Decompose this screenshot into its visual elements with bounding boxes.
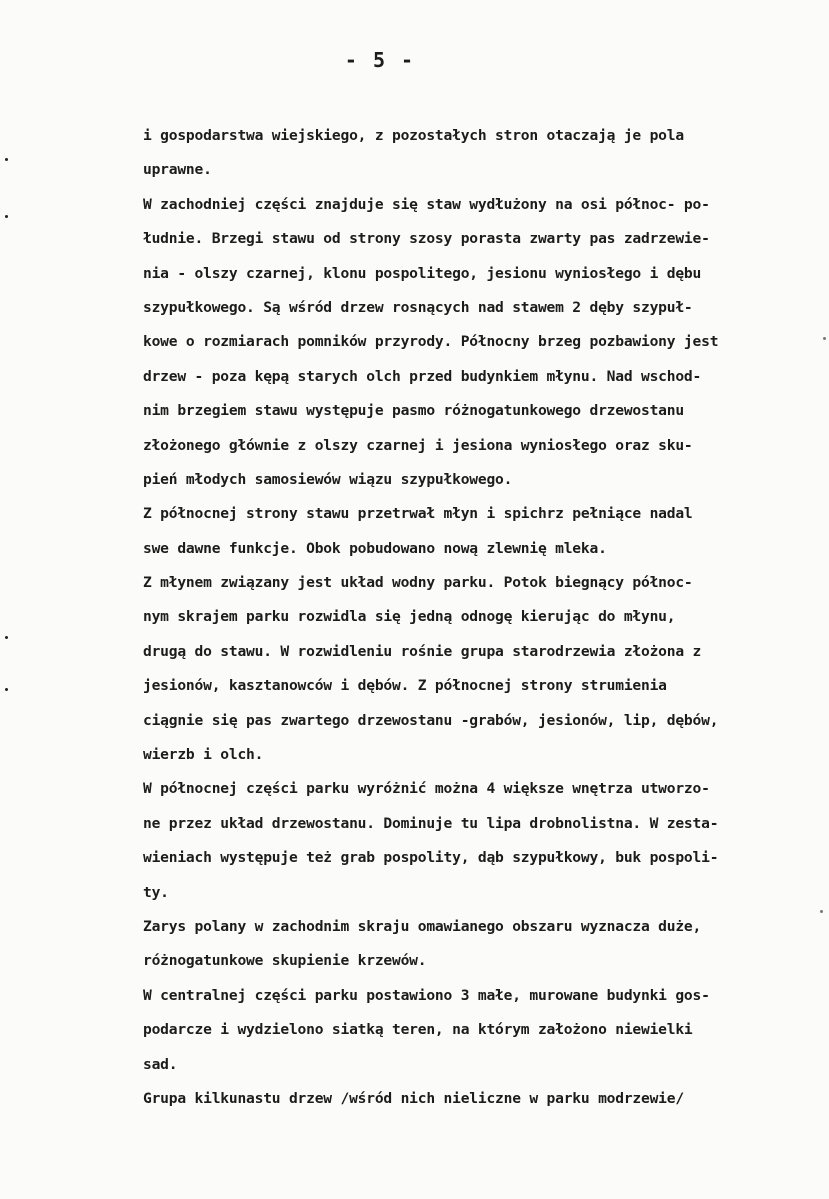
text-line: Grupa kilkunastu drzew /wśród nich nieliczne w parku modrzewie/	[143, 1089, 684, 1107]
margin-punch-mark	[5, 688, 8, 691]
text-line: drugą do stawu. W rozwidleniu rośnie grupa starodrzewia złożona z	[143, 642, 702, 660]
text-line: drzew - poza kępą starych olch przed budynkiem młynu. Nad wschod-	[143, 367, 702, 385]
text-line: swe dawne funkcje. Obok pobudowano nową zlewnię mleka.	[143, 539, 607, 557]
text-line: nym skrajem parku rozwidla się jedną odnogę kierując do młynu,	[143, 608, 676, 626]
text-line: W zachodniej części znajduje się staw wydłużony na osi północ- po-	[143, 195, 710, 213]
margin-punch-mark	[5, 158, 8, 161]
text-line: kowe o rozmiarach pomników przyrody. Północny brzeg pozbawiony jest	[143, 333, 719, 351]
text-line: sad.	[143, 1055, 178, 1073]
text-line: Z młynem związany jest układ wodny parku. Potok biegnący północ-	[143, 574, 693, 592]
text-line: nia - olszy czarnej, klonu pospolitego, jesionu wyniosłego i dębu	[143, 264, 702, 282]
text-line: W północnej części parku wyróżnić można 4 większe wnętrza utworzo-	[143, 780, 710, 798]
text-line: jesionów, kasztanowców i dębów. Z północnej strony strumienia	[143, 677, 667, 695]
text-line: Z północnej strony stawu przetrwał młyn i spichrz pełniące nadal	[143, 505, 693, 523]
margin-punch-mark	[5, 215, 8, 218]
text-line: podarcze i wydzielono siatką teren, na którym założono niewielki	[143, 1021, 693, 1039]
text-line: złożonego głównie z olszy czarnej i jesiona wyniosłego oraz sku-	[143, 436, 693, 454]
text-line: różnogatunkowe skupienie krzewów.	[143, 952, 427, 970]
text-line: wieniach występuje też grab pospolity, dąb szypułkowy, buk pospoli-	[143, 849, 719, 867]
text-line: nim brzegiem stawu występuje pasmo różnogatunkowego drzewostanu	[143, 402, 684, 420]
text-line: wierzb i olch.	[143, 746, 264, 764]
text-line: łudnie. Brzegi stawu od strony szosy porasta zwarty pas zadrzewie-	[143, 230, 710, 248]
text-line: ne przez układ drzewostanu. Dominuje tu lipa drobnolistna. W zesta-	[143, 814, 719, 832]
text-line: szypułkowego. Są wśród drzew rosnących nad stawem 2 dęby szypuł-	[143, 298, 693, 316]
text-line: W centralnej części parku postawiono 3 małe, murowane budynki gos-	[143, 986, 710, 1004]
text-line: ciągnie się pas zwartego drzewostanu -grabów, jesionów, lip, dębów,	[143, 711, 719, 729]
text-line: i gospodarstwa wiejskiego, z pozostałych stron otaczają je pola	[143, 127, 684, 144]
edge-mark	[823, 337, 826, 340]
text-line: uprawne.	[143, 161, 212, 179]
text-line: ty.	[143, 883, 169, 901]
text-line: Zarys polany w zachodnim skraju omawianego obszaru wyznacza duże,	[143, 917, 702, 935]
text-line: pień młodych samosiewów wiązu szypułkowego.	[143, 470, 513, 488]
margin-punch-mark	[5, 636, 8, 639]
page-number: - 5 -	[344, 48, 416, 72]
typed-text-body	[143, 119, 823, 1116]
